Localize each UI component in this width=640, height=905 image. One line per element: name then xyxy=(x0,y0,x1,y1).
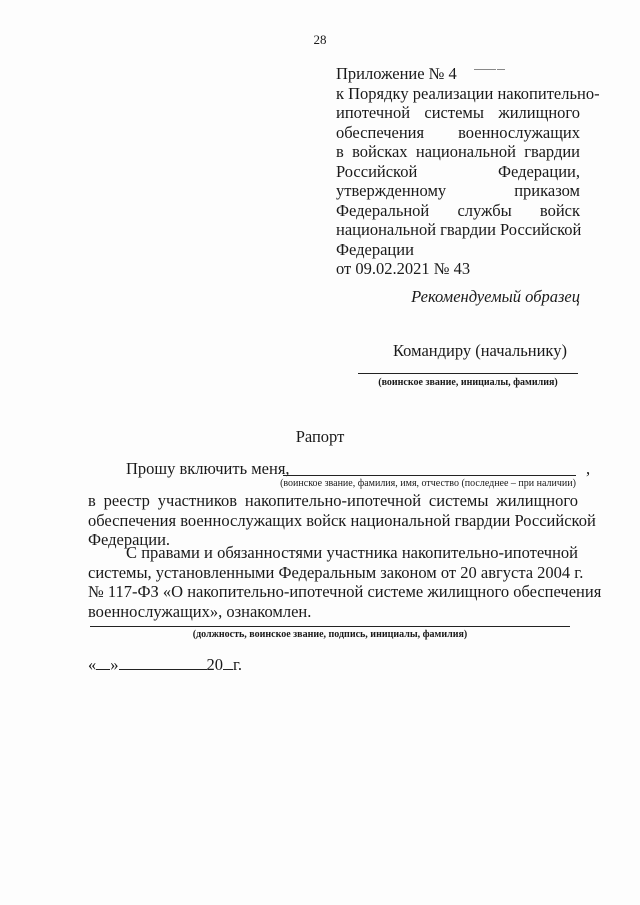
month-blank xyxy=(119,655,207,670)
paragraph-line: обеспечения военнослужащих войск национальной гвардии Российской xyxy=(88,510,596,530)
paragraph-line: в реестр участников накопительно-ипотечной системы жилищного xyxy=(88,491,578,510)
signature-caption: (должность, воинское звание, подпись, инициалы, фамилия) xyxy=(192,629,468,640)
appendix-line: от 09.02.2021 № 43 xyxy=(336,259,471,278)
addressee-fill-line xyxy=(358,373,578,374)
document-title: Рапорт xyxy=(295,427,345,446)
day-blank xyxy=(96,655,110,670)
paragraph-line: военнослужащих», ознакомлен. xyxy=(88,601,312,621)
request-lead: Прошу включить меня, xyxy=(126,459,290,478)
appendix-line: Федеральной службы войск xyxy=(336,200,580,220)
year-prefix: 20 xyxy=(206,655,223,674)
year-suffix: г. xyxy=(233,655,243,674)
appendix-line: к Порядку реализации накопительно- xyxy=(336,83,600,103)
appendix-line: ипотечной системы жилищного xyxy=(336,103,580,122)
date-field xyxy=(88,655,242,675)
addressee: Командиру (начальнику) xyxy=(393,341,567,360)
acknowledgement-paragraph xyxy=(88,543,602,621)
appendix-line: в войсках национальной гвардии xyxy=(336,142,580,161)
paragraph-line: Федерации. xyxy=(88,530,171,549)
appendix-line: утвержденному приказом xyxy=(336,181,580,200)
date-open-quote: « xyxy=(88,655,97,674)
year-blank xyxy=(223,655,233,670)
date-close-quote: » xyxy=(110,655,119,674)
appendix-header xyxy=(336,64,600,279)
name-fill-line xyxy=(283,475,576,476)
signature-fill-line xyxy=(90,626,570,627)
request-paragraph xyxy=(88,491,596,550)
appendix-line: Приложение № 4 xyxy=(336,64,457,83)
name-comma: , xyxy=(586,459,591,478)
appendix-line: Федерации xyxy=(336,239,414,259)
paragraph-line: системы, установленными Федеральным законом от 20 августа 2004 г. xyxy=(88,562,584,582)
addressee-caption: (воинское звание, инициалы, фамилия) xyxy=(378,377,558,388)
paragraph-line: С правами и обязанностями участника накопительно-ипотечной xyxy=(126,543,578,562)
page-number: 28 xyxy=(313,32,327,47)
recommended-sample-label: Рекомендуемый образец xyxy=(411,287,580,306)
appendix-line: Российской Федерации, xyxy=(336,161,580,181)
paragraph-line: № 117-ФЗ «О накопительно-ипотечной системе жилищного обеспечения xyxy=(88,582,602,601)
name-caption: (воинское звание, фамилия, имя, отчество (последнее – при наличии) xyxy=(280,478,576,489)
appendix-line: обеспечения военнослужащих xyxy=(336,122,580,142)
appendix-line: национальной гвардии Российской xyxy=(336,220,582,239)
